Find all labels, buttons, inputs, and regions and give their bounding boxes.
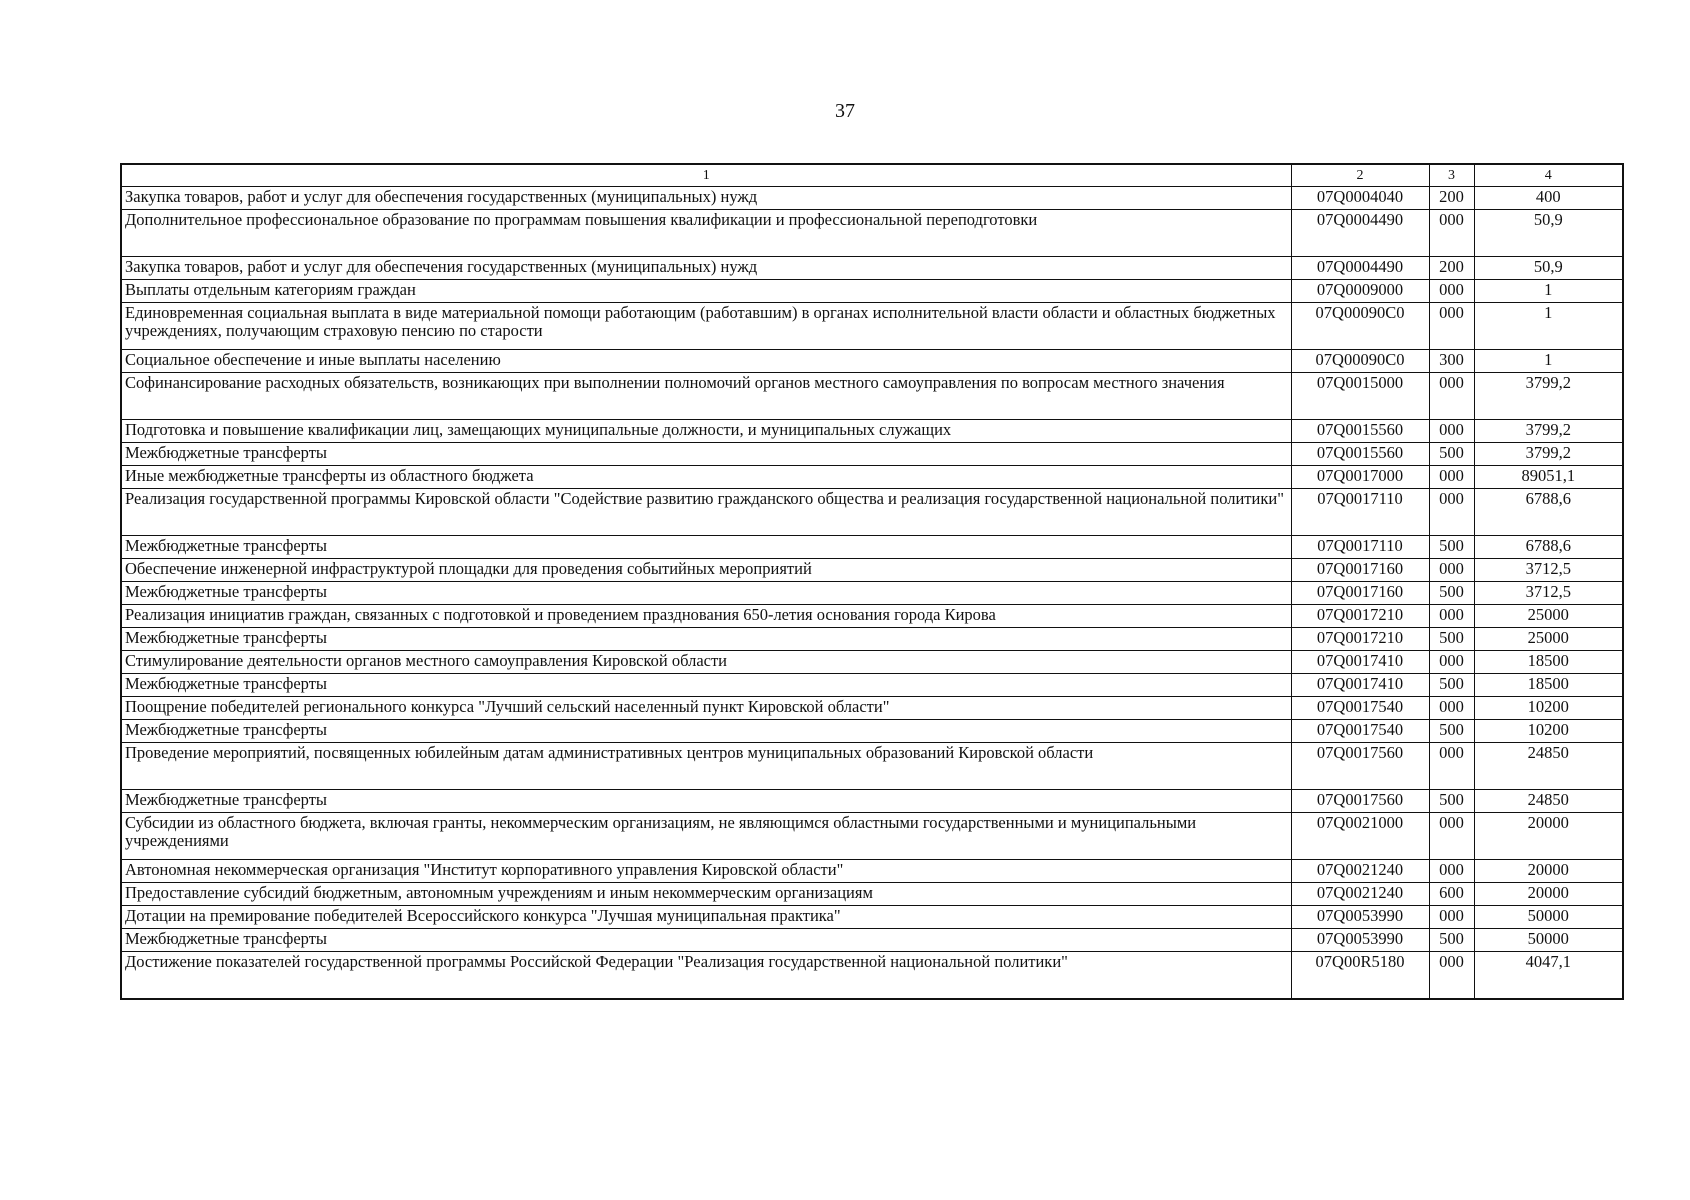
row-type: 000 xyxy=(1429,489,1474,536)
row-name: Реализация инициатив граждан, связанных с подготовкой и проведением празднования 650-летия основания города Кирова xyxy=(121,605,1291,628)
row-code: 07Q00R5180 xyxy=(1291,952,1429,1000)
table-row xyxy=(121,303,1623,350)
row-type: 000 xyxy=(1429,743,1474,790)
table-row xyxy=(121,605,1623,628)
row-name: Реализация государственной программы Кировской области "Содействие развитию гражданского общества и реализация государственной национальной политики" xyxy=(121,489,1291,536)
row-code: 07Q0004040 xyxy=(1291,187,1429,210)
row-sum: 1 xyxy=(1474,350,1623,373)
table-header-row xyxy=(121,164,1623,187)
row-name: Стимулирование деятельности органов местного самоуправления Кировской области xyxy=(121,651,1291,674)
row-sum: 25000 xyxy=(1474,605,1623,628)
row-name: Межбюджетные трансферты xyxy=(121,443,1291,466)
row-code: 07Q0017000 xyxy=(1291,466,1429,489)
table-row xyxy=(121,187,1623,210)
row-code: 07Q0021000 xyxy=(1291,813,1429,860)
row-code: 07Q00090C0 xyxy=(1291,350,1429,373)
table-row xyxy=(121,952,1623,1000)
header-col-1: 1 xyxy=(121,164,1291,187)
row-sum: 50000 xyxy=(1474,906,1623,929)
row-type: 000 xyxy=(1429,303,1474,350)
row-code: 07Q0053990 xyxy=(1291,906,1429,929)
row-name: Дополнительное профессиональное образование по программам повышения квалификации и профессиональной переподготовки xyxy=(121,210,1291,257)
row-name: Межбюджетные трансферты xyxy=(121,929,1291,952)
table-row xyxy=(121,210,1623,257)
table-row xyxy=(121,697,1623,720)
row-name: Проведение мероприятий, посвященных юбилейным датам административных центров муниципальных образований Кировской области xyxy=(121,743,1291,790)
row-type: 600 xyxy=(1429,883,1474,906)
row-type: 500 xyxy=(1429,628,1474,651)
table-row xyxy=(121,443,1623,466)
row-type: 200 xyxy=(1429,257,1474,280)
row-code: 07Q0017540 xyxy=(1291,720,1429,743)
table-row xyxy=(121,420,1623,443)
row-type: 200 xyxy=(1429,187,1474,210)
page-number: 37 xyxy=(835,100,855,122)
table-row xyxy=(121,743,1623,790)
table-row xyxy=(121,559,1623,582)
row-name: Иные межбюджетные трансферты из областного бюджета xyxy=(121,466,1291,489)
row-type: 000 xyxy=(1429,813,1474,860)
row-name: Обеспечение инженерной инфраструктурой площадки для проведения событийных мероприятий xyxy=(121,559,1291,582)
row-type: 500 xyxy=(1429,674,1474,697)
row-type: 500 xyxy=(1429,790,1474,813)
row-type: 300 xyxy=(1429,350,1474,373)
row-type: 000 xyxy=(1429,952,1474,1000)
row-name: Выплаты отдельным категориям граждан xyxy=(121,280,1291,303)
row-name: Софинансирование расходных обязательств, возникающих при выполнении полномочий органов местного самоуправления по вопросам местного значения xyxy=(121,373,1291,420)
row-sum: 10200 xyxy=(1474,697,1623,720)
row-type: 000 xyxy=(1429,559,1474,582)
row-code: 07Q0017210 xyxy=(1291,605,1429,628)
row-name: Межбюджетные трансферты xyxy=(121,790,1291,813)
row-name: Достижение показателей государственной программы Российской Федерации "Реализация государственной национальной политики" xyxy=(121,952,1291,1000)
row-sum: 6788,6 xyxy=(1474,489,1623,536)
row-code: 07Q0004490 xyxy=(1291,257,1429,280)
row-type: 000 xyxy=(1429,605,1474,628)
row-type: 000 xyxy=(1429,697,1474,720)
table-row xyxy=(121,674,1623,697)
row-code: 07Q0017160 xyxy=(1291,559,1429,582)
row-name: Единовременная социальная выплата в виде материальной помощи работающим (работавшим) в органах исполнительной власти области и областных бюджетных учреждениях, получающим страховую пенсию по старости xyxy=(121,303,1291,350)
row-code: 07Q0009000 xyxy=(1291,280,1429,303)
row-sum: 24850 xyxy=(1474,743,1623,790)
row-sum: 3712,5 xyxy=(1474,582,1623,605)
row-type: 000 xyxy=(1429,466,1474,489)
budget-table xyxy=(120,163,1624,1000)
table-body xyxy=(121,187,1623,1000)
row-type: 500 xyxy=(1429,443,1474,466)
table-row xyxy=(121,883,1623,906)
row-sum: 10200 xyxy=(1474,720,1623,743)
row-sum: 50,9 xyxy=(1474,210,1623,257)
row-name: Подготовка и повышение квалификации лиц, замещающих муниципальные должности, и муниципальных служащих xyxy=(121,420,1291,443)
row-code: 07Q0017210 xyxy=(1291,628,1429,651)
row-name: Межбюджетные трансферты xyxy=(121,674,1291,697)
row-sum: 50,9 xyxy=(1474,257,1623,280)
table-row xyxy=(121,466,1623,489)
row-name: Межбюджетные трансферты xyxy=(121,582,1291,605)
table-row xyxy=(121,651,1623,674)
row-sum: 50000 xyxy=(1474,929,1623,952)
row-code: 07Q0017160 xyxy=(1291,582,1429,605)
row-name: Закупка товаров, работ и услуг для обеспечения государственных (муниципальных) нужд xyxy=(121,257,1291,280)
table-row xyxy=(121,257,1623,280)
row-type: 000 xyxy=(1429,210,1474,257)
table-row xyxy=(121,628,1623,651)
header-col-3: 3 xyxy=(1429,164,1474,187)
row-sum: 3799,2 xyxy=(1474,420,1623,443)
row-name: Поощрение победителей регионального конкурса "Лучший сельский населенный пункт Кировской области" xyxy=(121,697,1291,720)
row-type: 000 xyxy=(1429,280,1474,303)
row-code: 07Q00090C0 xyxy=(1291,303,1429,350)
row-type: 500 xyxy=(1429,929,1474,952)
row-name: Межбюджетные трансферты xyxy=(121,720,1291,743)
row-code: 07Q0015560 xyxy=(1291,443,1429,466)
table-row xyxy=(121,790,1623,813)
row-sum: 6788,6 xyxy=(1474,536,1623,559)
row-code: 07Q0017540 xyxy=(1291,697,1429,720)
header-col-4: 4 xyxy=(1474,164,1623,187)
row-type: 000 xyxy=(1429,906,1474,929)
row-sum: 1 xyxy=(1474,303,1623,350)
row-code: 07Q0053990 xyxy=(1291,929,1429,952)
table-row xyxy=(121,280,1623,303)
row-sum: 3712,5 xyxy=(1474,559,1623,582)
row-name: Автономная некоммерческая организация "Институт корпоративного управления Кировской области" xyxy=(121,860,1291,883)
row-sum: 25000 xyxy=(1474,628,1623,651)
table-row xyxy=(121,350,1623,373)
row-code: 07Q0017560 xyxy=(1291,790,1429,813)
row-type: 500 xyxy=(1429,582,1474,605)
row-code: 07Q0021240 xyxy=(1291,860,1429,883)
row-type: 000 xyxy=(1429,420,1474,443)
table-row xyxy=(121,860,1623,883)
row-sum: 20000 xyxy=(1474,860,1623,883)
row-code: 07Q0017110 xyxy=(1291,489,1429,536)
row-code: 07Q0004490 xyxy=(1291,210,1429,257)
row-type: 000 xyxy=(1429,373,1474,420)
row-sum: 400 xyxy=(1474,187,1623,210)
row-code: 07Q0017560 xyxy=(1291,743,1429,790)
table-row xyxy=(121,582,1623,605)
row-sum: 18500 xyxy=(1474,674,1623,697)
row-type: 500 xyxy=(1429,720,1474,743)
row-sum: 3799,2 xyxy=(1474,443,1623,466)
table-row xyxy=(121,489,1623,536)
table-row xyxy=(121,906,1623,929)
row-name: Межбюджетные трансферты xyxy=(121,628,1291,651)
table-row xyxy=(121,929,1623,952)
row-code: 07Q0015560 xyxy=(1291,420,1429,443)
row-sum: 4047,1 xyxy=(1474,952,1623,1000)
row-name: Субсидии из областного бюджета, включая гранты, некоммерческим организациям, не являющимся областными государственными и муниципальными учреждениями xyxy=(121,813,1291,860)
row-name: Социальное обеспечение и иные выплаты населению xyxy=(121,350,1291,373)
row-type: 000 xyxy=(1429,860,1474,883)
row-code: 07Q0021240 xyxy=(1291,883,1429,906)
row-name: Закупка товаров, работ и услуг для обеспечения государственных (муниципальных) нужд xyxy=(121,187,1291,210)
table-row xyxy=(121,536,1623,559)
row-sum: 89051,1 xyxy=(1474,466,1623,489)
row-type: 500 xyxy=(1429,536,1474,559)
row-code: 07Q0017410 xyxy=(1291,651,1429,674)
header-col-2: 2 xyxy=(1291,164,1429,187)
row-code: 07Q0015000 xyxy=(1291,373,1429,420)
row-sum: 1 xyxy=(1474,280,1623,303)
row-sum: 24850 xyxy=(1474,790,1623,813)
row-name: Предоставление субсидий бюджетным, автономным учреждениям и иным некоммерческим организациям xyxy=(121,883,1291,906)
table-row xyxy=(121,813,1623,860)
row-name: Дотации на премирование победителей Всероссийского конкурса "Лучшая муниципальная практика" xyxy=(121,906,1291,929)
row-sum: 18500 xyxy=(1474,651,1623,674)
row-sum: 20000 xyxy=(1474,883,1623,906)
table-row xyxy=(121,720,1623,743)
row-name: Межбюджетные трансферты xyxy=(121,536,1291,559)
row-code: 07Q0017110 xyxy=(1291,536,1429,559)
row-type: 000 xyxy=(1429,651,1474,674)
table-row xyxy=(121,373,1623,420)
row-code: 07Q0017410 xyxy=(1291,674,1429,697)
row-sum: 3799,2 xyxy=(1474,373,1623,420)
row-sum: 20000 xyxy=(1474,813,1623,860)
